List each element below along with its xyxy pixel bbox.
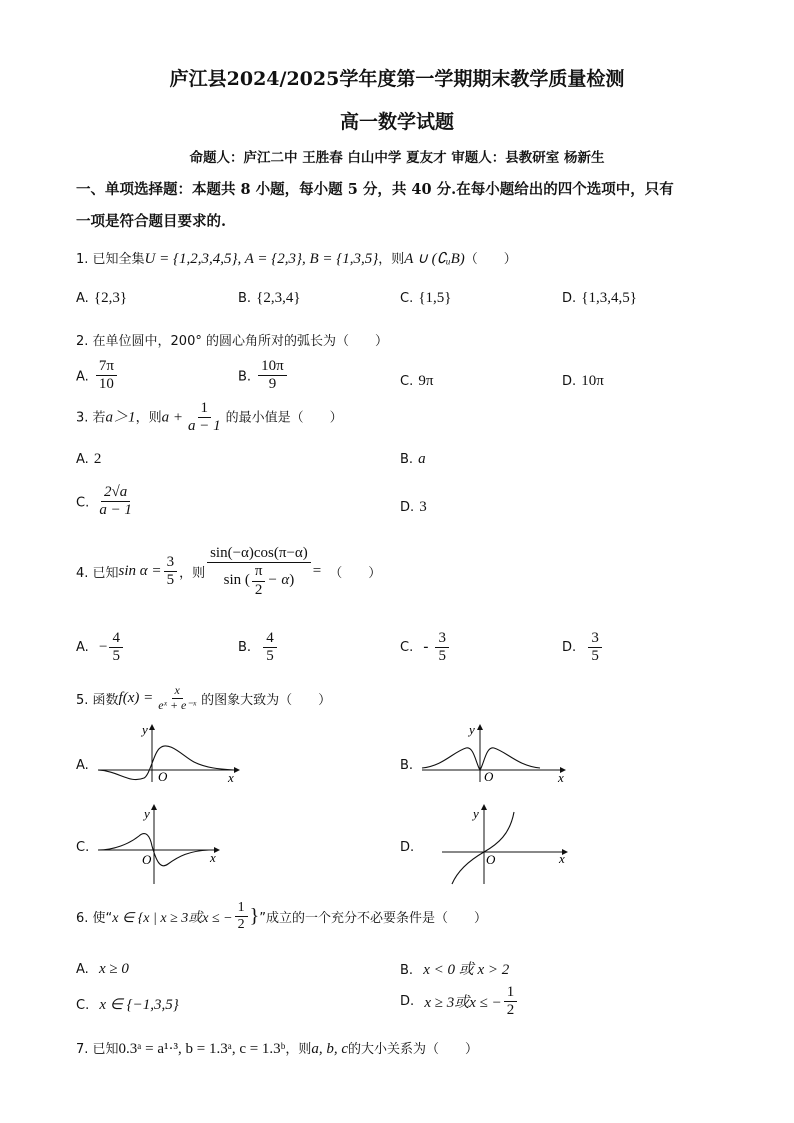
q6-option-a[interactable]: [76, 958, 129, 978]
option-letter: B.: [238, 369, 252, 385]
q6-prefix: 6. 使“: [76, 911, 113, 927]
fraction-denominator: eˣ + e⁻ˣ: [158, 697, 197, 712]
q6-close-brace: }: [249, 905, 260, 928]
question-2: 2. 在单位圆中，200° 的圆心角所对的弧长为（ ）: [76, 334, 388, 349]
big-fraction: [207, 545, 311, 599]
y-arrow: [151, 804, 157, 810]
graph-b: [418, 722, 578, 784]
page-title: 庐江县2024/2025学年度第一学期期末教学质量检测: [169, 68, 625, 90]
origin-label: O: [484, 769, 494, 784]
q4-option-d[interactable]: [562, 630, 604, 666]
option-letter: A.: [76, 640, 89, 656]
fraction-denominator: 2: [506, 1002, 515, 1019]
q6-set: x ∈ {x | x ≥ 3或x ≤ −: [112, 910, 233, 926]
graph-d: [418, 800, 578, 886]
fraction: [235, 900, 248, 933]
q2-option-c[interactable]: [400, 370, 433, 390]
q5-prefix: 5. 函数: [76, 692, 119, 708]
fraction: [588, 630, 602, 666]
q1-paren: （ ）: [464, 252, 517, 267]
option-letter: A.: [76, 369, 89, 385]
fraction-denominator: 5: [591, 648, 599, 665]
fraction-numerator: 7π: [96, 358, 117, 376]
q4-option-a[interactable]: [76, 630, 125, 666]
curve: [422, 748, 540, 770]
fraction-numerator: 2√a: [101, 484, 130, 502]
option-text: x ≥ 0: [98, 961, 129, 977]
fraction: [96, 484, 135, 520]
q1-option-b[interactable]: [238, 287, 301, 307]
q5-suffix: 的图象大致为（ ）: [201, 692, 332, 708]
q2-option-a[interactable]: [76, 358, 119, 394]
question-4: [76, 545, 381, 599]
option-text: x < 0 或 x > 2: [423, 962, 510, 978]
y-arrow: [481, 804, 487, 810]
option-text: x ∈ {−1,3,5}: [99, 997, 179, 1013]
fraction-numerator: x: [172, 684, 183, 699]
fraction-denominator: 5: [112, 648, 120, 665]
q1-expr: A ∪ (∁ᵤB): [404, 251, 465, 267]
q1-option-c[interactable]: [400, 287, 451, 307]
q3-option-c[interactable]: [76, 484, 137, 520]
q4-option-b[interactable]: [238, 630, 279, 666]
question-5: [76, 684, 331, 713]
section-heading: 一、单项选择题：本题共 8 小题，每小题 5 分，共 40 分.在每小题给出的四个选项中，只有: [76, 181, 674, 198]
sin-label: sin: [223, 572, 242, 589]
x-label: x: [559, 851, 565, 866]
fraction-numerator: 1: [235, 900, 248, 917]
fraction: [96, 358, 117, 394]
option-text: 3: [419, 499, 427, 515]
question-1: [76, 248, 517, 268]
q3-mid: ，则: [135, 410, 162, 426]
option-letter: A.: [76, 452, 89, 467]
q3-prefix: 3. 若: [76, 410, 106, 426]
x-label: x: [558, 770, 564, 784]
option-letter: D.: [562, 640, 577, 656]
q1-prefix: 1. 已知全集: [76, 252, 145, 267]
q7-vars: a, b, c: [311, 1041, 349, 1057]
q4-sin: sin α =: [118, 563, 162, 580]
option-letter: B.: [238, 291, 252, 306]
option-letter: B.: [400, 452, 414, 467]
option-text: 2: [93, 451, 102, 467]
fraction-denominator: 5: [438, 648, 446, 665]
sign: −: [98, 639, 108, 656]
fraction: [252, 563, 266, 599]
q2-option-d[interactable]: [562, 370, 604, 390]
q7-prefix: 7. 已知: [76, 1042, 119, 1057]
y-label: y: [144, 806, 150, 821]
curve: [452, 812, 514, 884]
q1-option-d[interactable]: [562, 287, 637, 307]
option-letter: D.: [400, 500, 415, 515]
option-letter: B.: [238, 640, 252, 656]
fraction-denominator: 5: [166, 572, 175, 589]
q1-option-a[interactable]: [76, 287, 127, 307]
origin-label: O: [486, 852, 496, 867]
option-letter: C.: [76, 495, 90, 511]
option-letter: D.: [400, 994, 415, 1010]
option-letter: C.: [400, 640, 414, 656]
y-label: y: [473, 806, 479, 821]
y-label: y: [142, 722, 148, 737]
question-7: [76, 1038, 478, 1058]
option-letter: B.: [400, 758, 414, 773]
fraction-numerator: 1: [198, 400, 212, 418]
option-letter: C.: [400, 291, 414, 306]
x-label: x: [228, 770, 234, 784]
fraction-denominator: 5: [266, 648, 274, 665]
x-label: x: [210, 850, 216, 865]
option-letter: C.: [76, 998, 90, 1013]
option-letter: A.: [76, 291, 89, 306]
equals-sign: =: [312, 563, 322, 580]
fraction-numerator: 4: [263, 630, 277, 648]
q1-sets: U = {1,2,3,4,5}, A = {2,3}, B = {1,3,5}: [144, 251, 379, 267]
fraction: [504, 984, 518, 1020]
fraction: [435, 630, 449, 666]
fraction: [185, 400, 224, 436]
option-letter: C.: [400, 374, 414, 389]
fraction: [263, 630, 277, 666]
page-subtitle: 高一数学试题: [339, 111, 454, 133]
fraction: [258, 358, 287, 394]
y-arrow: [149, 724, 155, 730]
option-text: {2,3}: [93, 290, 128, 306]
q6-option-d[interactable]: [400, 984, 519, 1020]
q7-suffix: 的大小关系为（ ）: [348, 1042, 479, 1057]
q1-mid: ，则: [378, 252, 405, 267]
q3-condition: a＞1: [105, 409, 136, 426]
option-text: a: [418, 451, 426, 467]
q3-option-d[interactable]: [400, 496, 427, 516]
fraction-numerator: 10π: [258, 358, 287, 376]
option-letter: D.: [562, 374, 577, 389]
option-letter: C.: [76, 840, 90, 855]
fraction: [155, 684, 199, 713]
q4-paren: （ ）: [329, 566, 382, 582]
fraction-numerator: 3: [164, 554, 178, 572]
option-text: x ≥ 3或x ≤ −: [424, 995, 502, 1012]
option-letter: B.: [400, 963, 414, 978]
fraction-denominator: sin ( $\frac{\pi}{2}$ − α ): [223, 563, 295, 598]
origin-label: O: [158, 769, 168, 784]
option-text: {1,5}: [418, 290, 452, 306]
option-text: 9π: [418, 373, 434, 389]
option-letter: D.: [400, 840, 415, 855]
option-text: {1,3,4,5}: [581, 290, 637, 306]
question-3: [76, 400, 343, 436]
q4-option-c[interactable]: [400, 630, 451, 666]
fraction-denominator: 2: [237, 917, 245, 933]
q7-expr: 0.3ᵃ = a¹·³, b = 1.3ᵃ, c = 1.3ᵇ: [118, 1041, 286, 1057]
option-letter: A.: [76, 962, 89, 977]
minus-alpha: − α: [267, 572, 290, 589]
q6-option-c[interactable]: [76, 994, 179, 1014]
fraction-denominator: 10: [98, 376, 114, 393]
q3-option-b[interactable]: [400, 448, 426, 468]
option-text: 10π: [581, 373, 604, 389]
q3-suffix: 的最小值是（ ）: [225, 410, 343, 426]
authors-line: 命题人：庐江二中 王胜春 白山中学 夏友才 审题人：县教研室 杨新生: [189, 150, 605, 166]
fraction-numerator: 4: [109, 630, 123, 648]
fraction-numerator: π: [252, 563, 266, 581]
section-heading-cont: 一项是符合题目要求的.: [76, 213, 227, 230]
fraction-denominator: a − 1: [187, 418, 221, 435]
fraction: [164, 554, 178, 590]
sign: -: [423, 639, 429, 656]
origin-label: O: [142, 852, 152, 867]
fraction-denominator: 9: [268, 376, 277, 393]
q3-option-a[interactable]: [76, 448, 101, 468]
graph-c: [94, 800, 254, 886]
q6-option-b[interactable]: [400, 958, 509, 979]
x-arrow: [234, 767, 240, 773]
fraction-denominator: a − 1: [99, 502, 132, 519]
question-6: [76, 900, 487, 933]
y-arrow: [477, 724, 483, 730]
option-letter: D.: [562, 291, 577, 306]
fraction-numerator: 3: [588, 630, 602, 648]
q4-mid: ，则: [179, 566, 206, 582]
option-letter: A.: [76, 758, 89, 773]
q3-expr: a +: [161, 409, 183, 426]
option-text: {2,3,4}: [256, 290, 301, 306]
fraction-numerator: sin(−α)cos(π−α): [207, 545, 311, 563]
fraction-denominator: 2: [254, 581, 263, 598]
q6-suffix: ”成立的一个充分不必要条件是（ ）: [259, 911, 487, 927]
q7-mid: ，则: [285, 1042, 312, 1057]
q4-prefix: 4. 已知: [76, 566, 119, 582]
q5-function: f(x) =: [118, 689, 154, 706]
fraction-numerator: 3: [435, 630, 449, 648]
fraction-numerator: 1: [504, 984, 518, 1002]
q2-option-b[interactable]: [238, 358, 289, 394]
fraction: [109, 630, 123, 666]
graph-a: [94, 722, 254, 784]
y-label: y: [469, 722, 475, 737]
